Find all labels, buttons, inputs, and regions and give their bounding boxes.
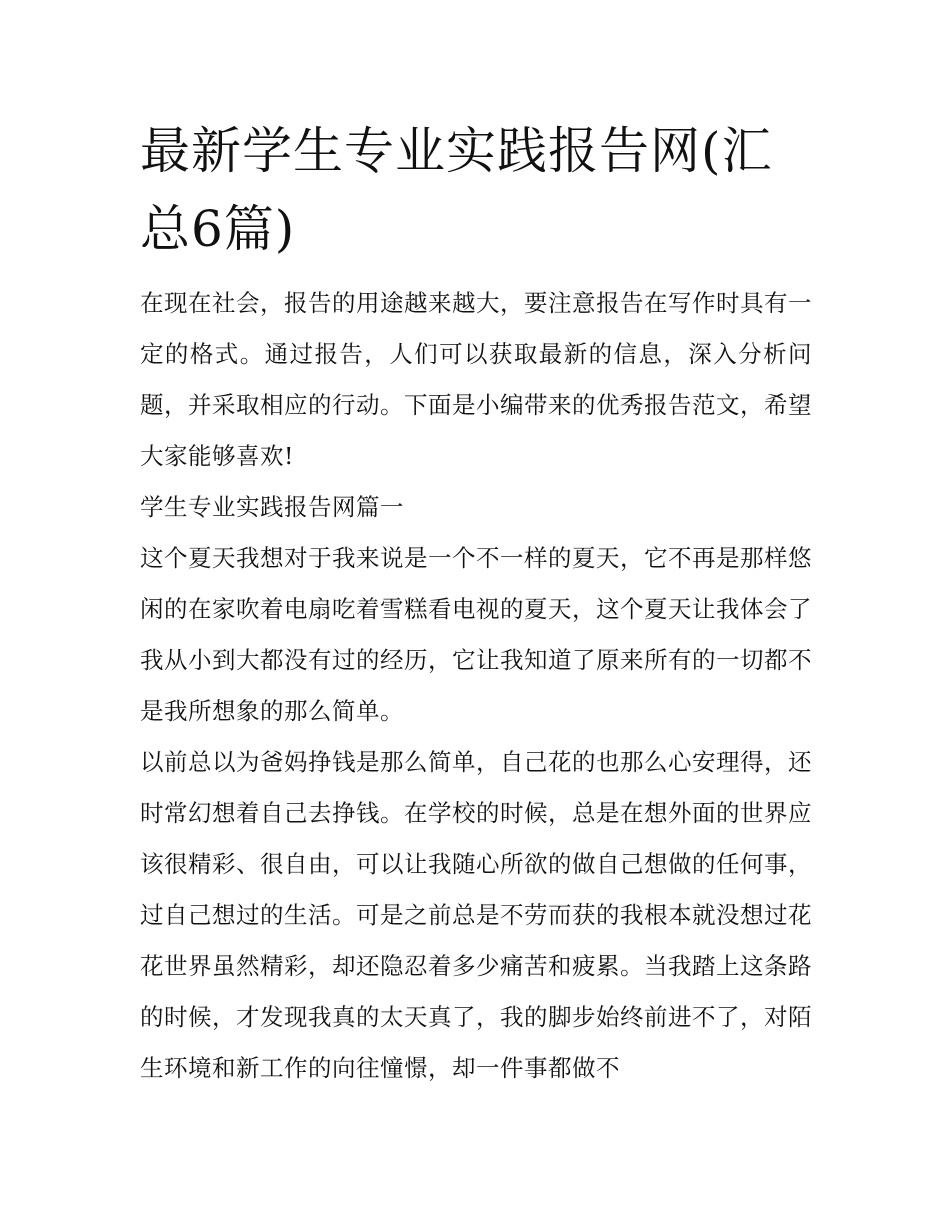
document-page <box>140 112 812 1094</box>
document-title: 最新学生专业实践报告网(汇总6篇) <box>140 122 773 258</box>
body-paragraph-2: 以前总以为爸妈挣钱是那么简单，自己花的也那么心安理得，还时常幻想着自己去挣钱。在学校的时候，总是在想外面的世界应该很精彩、很自由，可以让我随心所欲的做自己想做的任何事，过自己想过的生活。可是之前总是不劳而获的我根本就没想过花花世界虽然精彩，却还隐忍着多少痛苦和疲累。当我踏上这条路的时候，才发现我真的太天真了，我的脚步始终前进不了，对陌生环境和新工作的向往憧憬，却一件事都做不 <box>140 748 812 1082</box>
intro-paragraph: 在现在社会，报告的用途越来越大，要注意报告在写作时具有一定的格式。通过报告，人们可以获取最新的信息，深入分析问题，并采取相应的行动。下面是小编带来的优秀报告范文，希望大家能够喜欢! <box>140 289 812 470</box>
body-paragraph-1: 这个夏天我想对于我来说是一个不一样的夏天，它不再是那样悠闲的在家吹着电扇吃着雪糕看电视的夏天，这个夏天让我体会了我从小到大都没有过的经历，它让我知道了原来所有的一切都不是我所想象的那么简单。 <box>140 544 812 725</box>
section-heading: 学生专业实践报告网篇一 <box>140 493 404 521</box>
